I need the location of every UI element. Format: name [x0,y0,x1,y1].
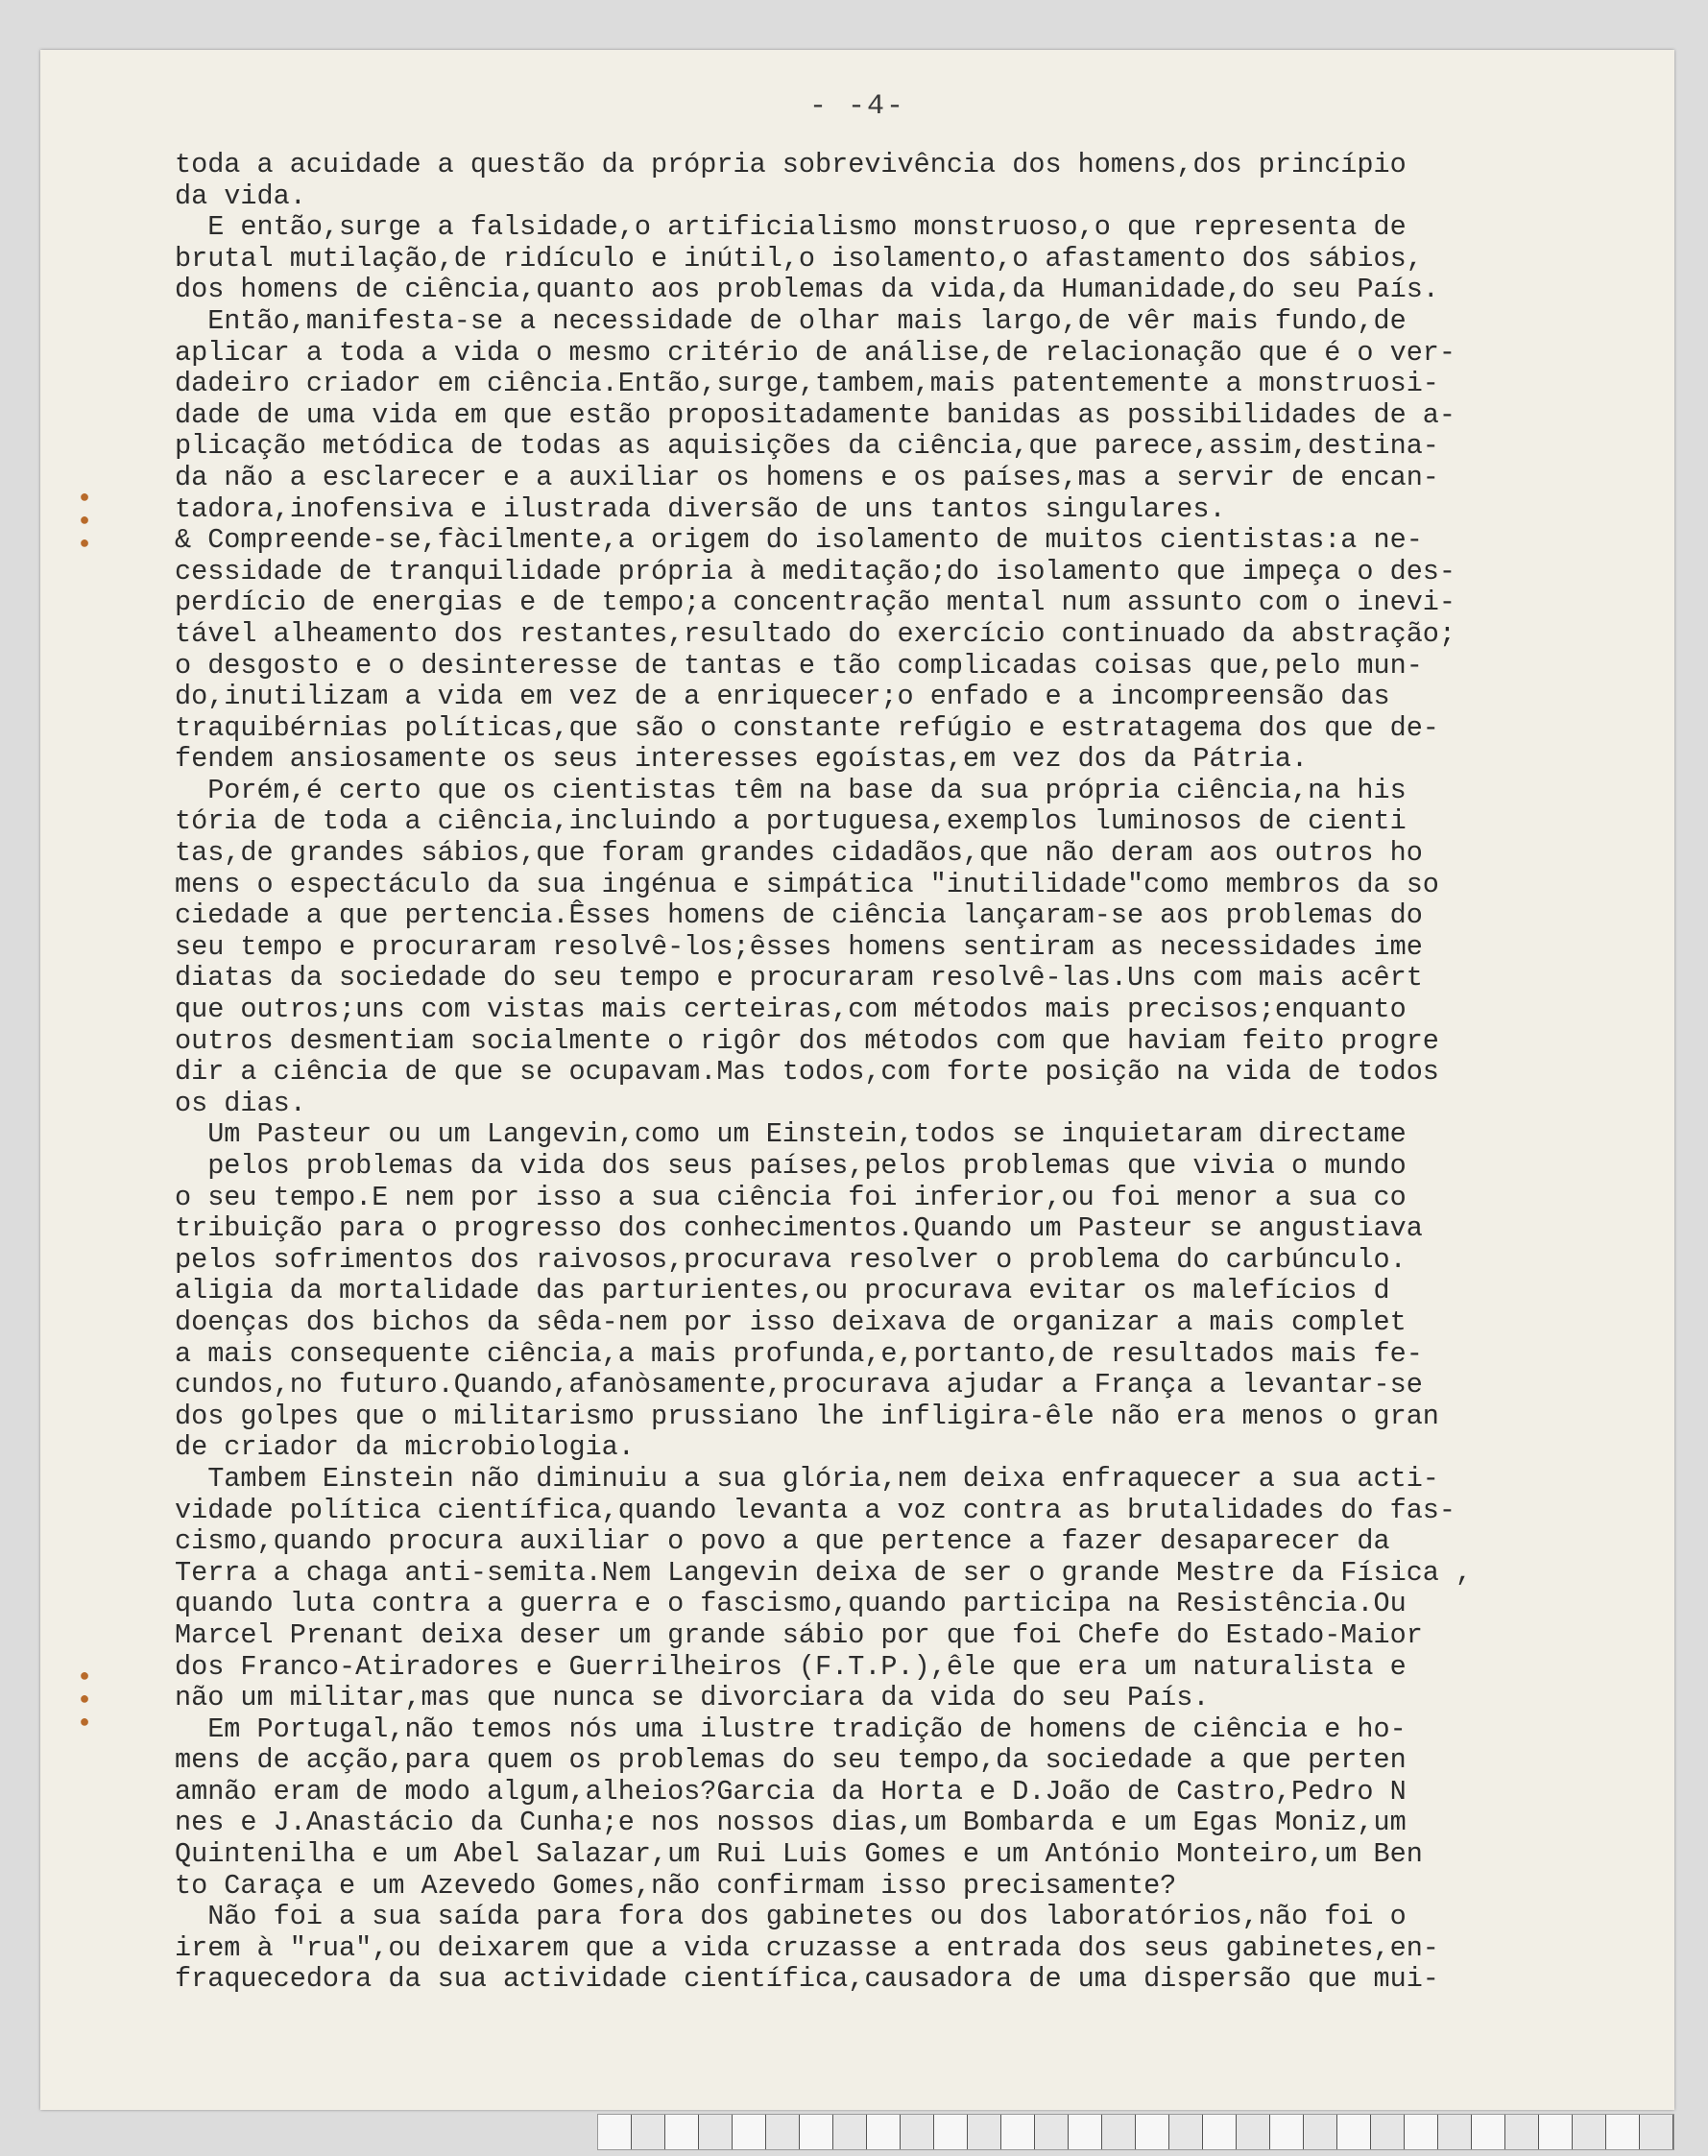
text-line: da vida. [175,180,306,212]
punch-hole-marks-bottom: ● ● ● [79,1667,90,1733]
text-line: da não a esclarecer e a auxiliar os homens e os países,mas a servir de encan- [175,461,1439,493]
text-line: Marcel Prenant deixa deser um grande sábio por que foi Chefe do Estado-Maior [175,1618,1423,1651]
text-line: fraquecedora da sua actividade científica,causadora de uma dispersão que mui- [175,1963,1439,1996]
text-line: cundos,no futuro.Quando,afanòsamente,procurava ajudar a França a levantar-se [175,1369,1423,1401]
text-line: cessidade de tranquilidade própria à meditação;do isolamento que impeça o des- [175,555,1456,587]
text-line: traquibérnias políticas,que são o constante refúgio e estratagema dos que de- [175,711,1439,744]
text-line: & Compreende-se,fàcilmente,a origem do isolamento de muitos cientistas:a ne- [175,524,1423,557]
text-line: vidade política científica,quando levanta a voz contra as brutalidades do fas- [175,1494,1456,1526]
text-line: quando luta contra a guerra e o fascismo,quando participa na Resistência.Ou [175,1588,1407,1620]
page-number: - -4- [808,90,905,123]
text-line: diatas da sociedade do seu tempo e procuraram resolvê-las.Uns com mais acêrt [175,962,1423,994]
text-line: dadeiro criador em ciência.Então,surge,tambem,mais patentemente a monstruosi- [175,368,1439,400]
text-line: tável alheamento dos restantes,resultado do exercício continuado da abstração; [175,617,1456,650]
text-line: que outros;uns com vistas mais certeiras,com métodos mais precisos;enquanto [175,994,1407,1026]
text-line: os dias. [175,1087,306,1119]
text-line: mens de acção,para quem os problemas do seu tempo,da sociedade a que perten [175,1744,1407,1777]
text-line: do,inutilizam a vida em vez de a enriquecer;o enfado e a incompreensão das [175,681,1390,713]
text-line: tória de toda a ciência,incluindo a portuguesa,exemplos luminosos de cienti [175,805,1407,838]
text-line: nes e J.Anastácio da Cunha;e nos nossos dias,um Bombarda e um Egas Moniz,um [175,1807,1407,1839]
text-line: Terra a chaga anti-semita.Nem Langevin deixa de ser o grande Mestre da Física , [175,1556,1473,1589]
text-line: pelos sofrimentos dos raivosos,procurava resolver o problema do carbúnculo. [175,1243,1407,1276]
text-line: irem à "rua",ou deixarem que a vida cruzasse a entrada dos seus gabinetes,en- [175,1931,1439,1964]
text-line: Tambem Einstein não diminuiu a sua glória,nem deixa enfraquecer a sua acti- [175,1462,1439,1495]
text-line: tadora,inofensiva e ilustrada diversão de uns tantos singulares. [175,492,1226,525]
typewritten-text-body [175,150,1668,1996]
text-line: tribuição para o progresso dos conhecimentos.Quando um Pasteur se angustiava [175,1212,1423,1245]
text-line: não um militar,mas que nunca se divorciara da vida do seu País. [175,1682,1210,1714]
document-page [40,50,1674,2110]
text-line: Em Portugal,não temos nós uma ilustre tradição de homens de ciência e ho- [175,1713,1407,1745]
text-line: dade de uma vida em que estão propositadamente banidas as possibilidades de a- [175,398,1456,431]
text-line: mens o espectáculo da sua ingénua e simpática "inutilidade"como membros da so [175,868,1439,900]
punch-hole-marks-top: ● ● ● [79,489,90,554]
text-line: dir a ciência de que se ocupavam.Mas todos,com forte posição na vida de todos [175,1056,1439,1089]
text-line: brutal mutilação,de ridículo e inútil,o isolamento,o afastamento dos sábios, [175,242,1423,275]
text-line: ciedade a que pertencia.Êsses homens de ciência lançaram-se aos problemas do [175,899,1423,932]
text-line: to Caraça e um Azevedo Gomes,não confirmam isso precisamente? [175,1869,1177,1902]
text-line: dos golpes que o militarismo prussiano lhe infligira-êle não era menos o gran [175,1400,1439,1432]
scan-calibration-scale [597,2114,1674,2150]
text-line: pelos problemas da vida dos seus países,pelos problemas que vivia o mundo [175,1150,1407,1182]
text-line: toda a acuidade a questão da própria sobrevivência dos homens,dos princípio [175,150,1407,180]
text-line: o desgosto e o desinteresse de tantas e tão complicadas coisas que,pelo mun- [175,649,1423,682]
text-line: amnão eram de modo algum,alheios?Garcia da Horta e D.João de Castro,Pedro N [175,1775,1407,1808]
text-line: a mais consequente ciência,a mais profunda,e,portanto,de resultados mais fe- [175,1337,1423,1370]
text-line: E então,surge a falsidade,o artificialismo monstruoso,o que representa de [175,211,1407,244]
text-line: aplicar a toda a vida o mesmo critério de análise,de relacionação que é o ver- [175,336,1456,369]
text-line: dos Franco-Atiradores e Guerrilheiros (F.T.P.),êle que era um naturalista e [175,1650,1407,1683]
text-line: o seu tempo.E nem por isso a sua ciência foi inferior,ou foi menor a sua co [175,1181,1407,1213]
text-line: aligia da mortalidade das parturientes,ou procurava evitar os malefícios d [175,1275,1390,1307]
text-line: outros desmentiam socialmente o rigôr dos métodos com que haviam feito progre [175,1024,1439,1057]
text-line: plicação metódica de todas as aquisições da ciência,que parece,assim,destina- [175,430,1439,463]
text-line: de criador da microbiologia. [175,1431,635,1464]
text-line: doenças dos bichos da sêda-nem por isso deixava de organizar a mais complet [175,1306,1407,1338]
text-line: perdício de energias e de tempo;a concentração mental num assunto com o inevi- [175,587,1456,619]
text-line: Então,manifesta-se a necessidade de olhar mais largo,de vêr mais fundo,de [175,304,1407,337]
text-line: tas,de grandes sábios,que foram grandes cidadãos,que não deram aos outros ho [175,837,1423,870]
text-line: fendem ansiosamente os seus interesses egoístas,em vez dos da Pátria. [175,743,1309,776]
text-line: seu tempo e procuraram resolvê-los;êsses homens sentiram as necessidades ime [175,930,1423,963]
text-line: cismo,quando procura auxiliar o povo a que pertence a fazer desaparecer da [175,1525,1390,1558]
text-line: Quintenilha e um Abel Salazar,um Rui Luis Gomes e um António Monteiro,um Ben [175,1838,1423,1871]
text-line: dos homens de ciência,quanto aos problemas da vida,da Humanidade,do seu País. [175,274,1439,306]
text-line: Porém,é certo que os cientistas têm na base da sua própria ciência,na his [175,774,1407,806]
text-line: Não foi a sua saída para fora dos gabinetes ou dos laboratórios,não foi o [175,1901,1407,1933]
text-line: Um Pasteur ou um Langevin,como um Einstein,todos se inquietaram directame [175,1118,1407,1151]
